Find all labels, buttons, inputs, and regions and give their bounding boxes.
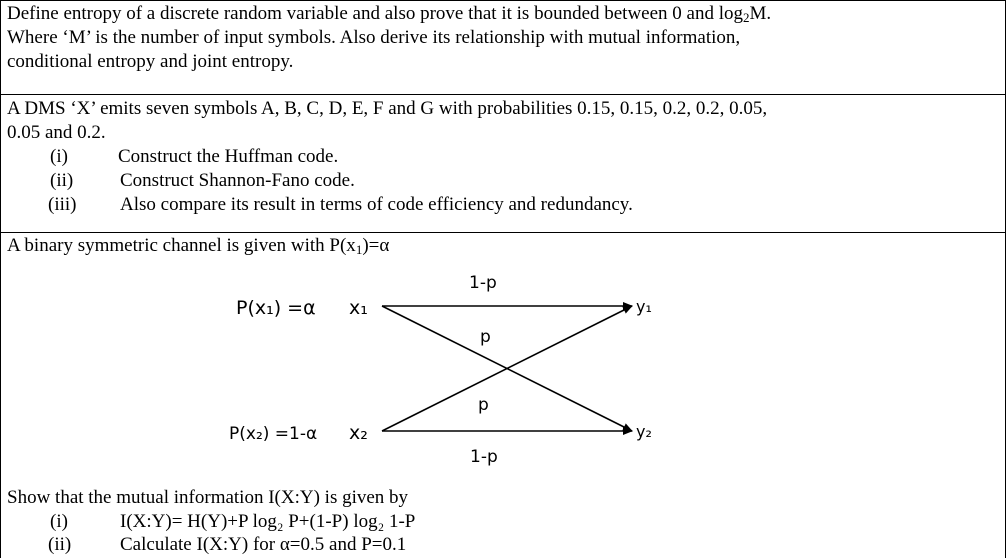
q3-show-line: Show that the mutual information I(X:Y) is given by (7, 487, 409, 508)
q3-item-text: I(X:Y)= H(Y)+P log₂ P+(1-P) log₂ 1-P (120, 511, 416, 532)
input-symbol-x2: x₂ (349, 422, 368, 444)
crossover-probability-upper: p (480, 327, 491, 347)
q2-item-number: (iii) (48, 194, 77, 215)
q2-item-text: Also compare its result in terms of code efficiency and redundancy. (120, 194, 633, 215)
q3-intro: A binary symmetric channel is given with $P(x_1)=\alpha$ (7, 235, 390, 257)
crossover-probability-lower: p (478, 395, 489, 415)
q3-item-text: Calculate I(X:Y) for α=0.5 and P=0.1 (120, 534, 407, 555)
transition-probability-bottom: 1-p (470, 447, 498, 467)
q2-item-number: (ii) (50, 170, 74, 191)
q3-item-number: (ii) (48, 534, 72, 555)
transition-probability-top: 1-p (469, 273, 497, 293)
q2-line-2: 0.05 and 0.2. (7, 122, 106, 143)
output-symbol-y2: y₂ (636, 422, 652, 441)
input-probability-x1: P(x₁) =α (236, 297, 316, 319)
q3-item-number: (i) (50, 511, 68, 532)
q2-item-text: Construct the Huffman code. (118, 146, 339, 167)
input-probability-x2: P(x₂) =1-α (229, 424, 318, 444)
q1-line-2: Where ‘M’ is the number of input symbols. Also derive its relationship with mutual information, (7, 27, 741, 48)
q2-line-1: A DMS ‘X’ emits seven symbols A, B, C, D, E, F and G with probabilities 0.15, 0.15, 0.2, 0.2, 0.05, (7, 98, 768, 119)
q1-line-3: conditional entropy and joint entropy. (7, 51, 294, 72)
q2-item-number: (i) (50, 146, 68, 167)
input-symbol-x1: x₁ (349, 297, 368, 319)
q2-item-text: Construct Shannon-Fano code. (120, 170, 355, 191)
output-symbol-y1: y₁ (636, 297, 652, 316)
q1-line-1: Define entropy of a discrete random variable and also prove that it is bounded between 0 and $\log_2M$. (7, 3, 772, 25)
